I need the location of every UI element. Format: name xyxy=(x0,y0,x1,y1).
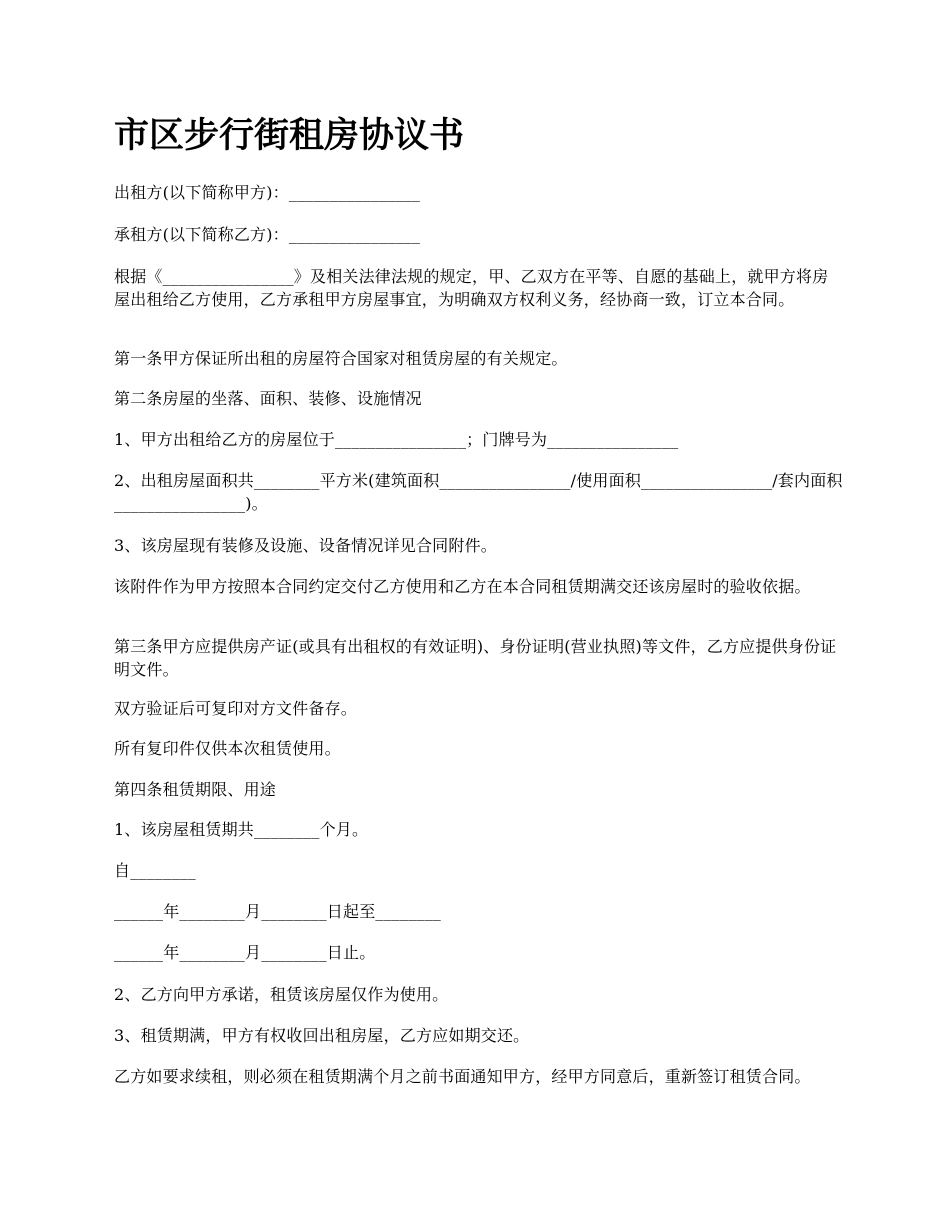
article-4-item-2: 2、乙方向甲方承诺，租赁该房屋仅作为使用。 xyxy=(114,985,449,1004)
copies-paragraph: 所有复印件仅供本次租赁使用。 xyxy=(114,739,341,758)
article-2-item-3: 3、该房屋现有装修及设施、设备情况详见合同附件。 xyxy=(114,536,497,555)
term-start-line: 自________ xyxy=(114,861,196,880)
lessee-line: 承租方(以下简称乙方)：________________ xyxy=(114,225,421,244)
article-4-heading: 第四条租赁期限、用途 xyxy=(114,780,277,799)
renewal-paragraph: 乙方如要求续租，则必须在租赁期满个月之前书面通知甲方，经甲方同意后，重新签订租赁合同。 xyxy=(114,1067,811,1086)
attachment-paragraph: 该附件作为甲方按照本合同约定交付乙方使用和乙方在本合同租赁期满交还该房屋时的验收依据。 xyxy=(114,577,811,596)
article-1: 第一条甲方保证所出租的房屋符合国家对租赁房屋的有关规定。 xyxy=(114,349,568,368)
term-end-date: ______年________月________日止。 xyxy=(114,943,376,962)
article-2-item-1: 1、甲方出租给乙方的房屋位于________________；门牌号为________________ xyxy=(114,430,679,449)
term-start-date: ______年________月________日起至________ xyxy=(114,902,442,921)
article-2-heading: 第二条房屋的坐落、面积、装修、设施情况 xyxy=(114,389,422,408)
article-2-item-2: 2、出租房屋面积共________平方米(建筑面积________________/使用面积________________/套内面积________________)。 xyxy=(114,471,843,513)
article-3: 第三条甲方应提供房产证(或具有出租权的有效证明)、身份证明(营业执照)等文件，乙方应提供身份证明文件。 xyxy=(114,637,837,679)
verification-paragraph: 双方验证后可复印对方文件备存。 xyxy=(114,699,358,718)
lessor-line: 出租方(以下简称甲方)：________________ xyxy=(114,183,421,202)
document-title: 市区步行街租房协议书 xyxy=(114,115,465,156)
article-4-item-3: 3、租赁期满，甲方有权收回出租房屋，乙方应如期交还。 xyxy=(114,1026,530,1045)
preamble-paragraph: 根据《________________》及相关法律法规的规定，甲、乙双方在平等、自愿的基础上，就甲方将房屋出租给乙方使用，乙方承租甲方房屋事宜，为明确双方权利义务，经协商一致，订立本合同。 xyxy=(114,267,829,309)
article-4-item-1: 1、该房屋租赁期共________个月。 xyxy=(114,820,369,839)
